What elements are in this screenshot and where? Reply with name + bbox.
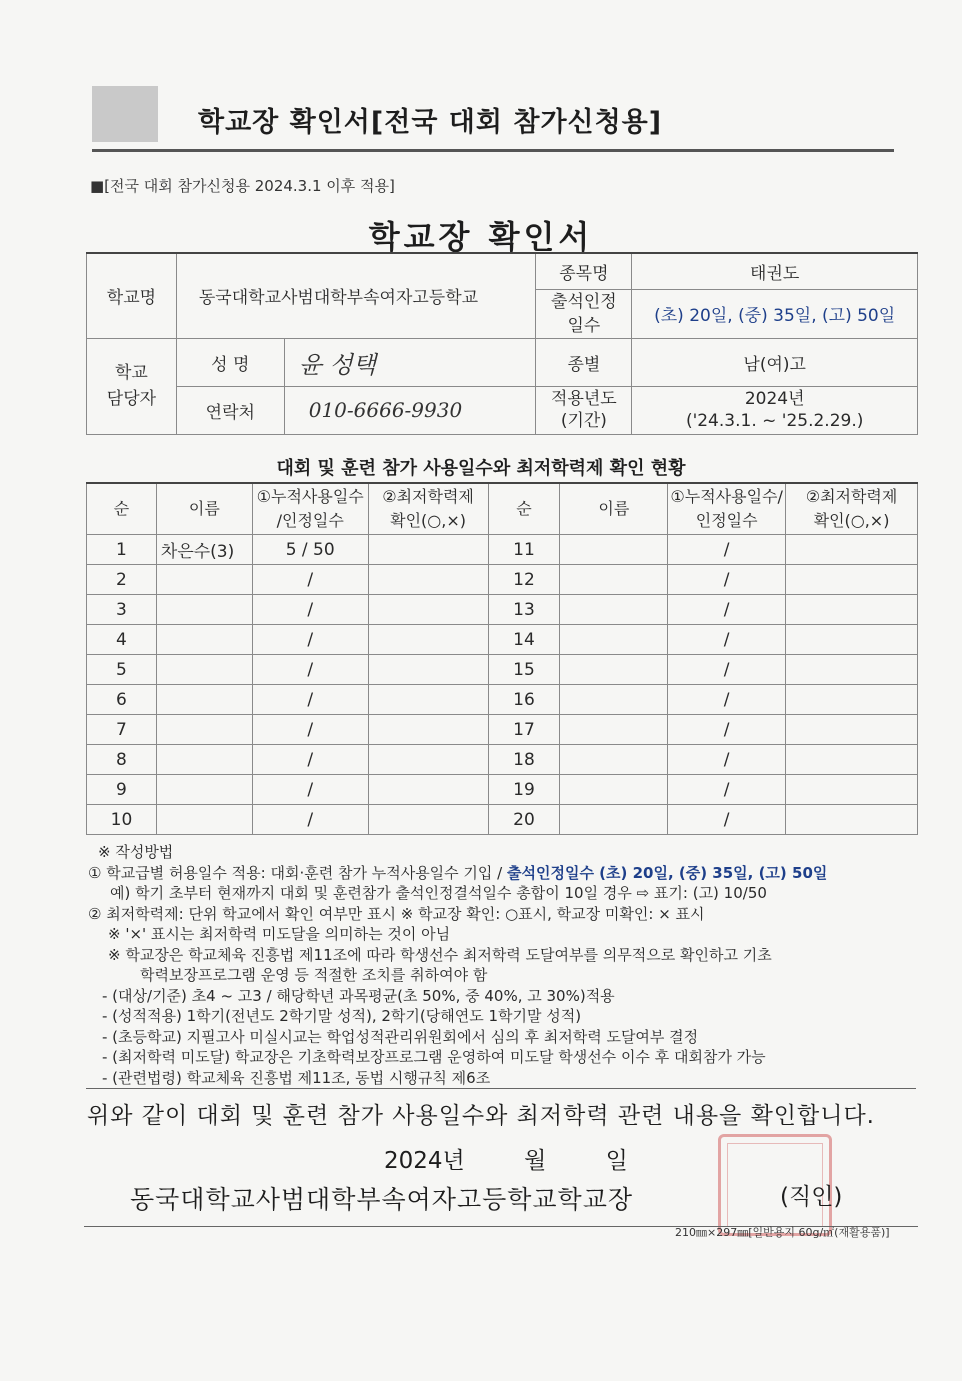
table-header-row	[87, 483, 918, 535]
row-name-right	[560, 655, 668, 685]
header-days-right-line1: ①누적사용일수/	[670, 487, 783, 506]
section-title: 대회 및 훈련 참가 사용일수와 최저학력제 확인 현황	[276, 458, 686, 479]
attendance-label-line2: 일수	[567, 315, 601, 336]
row-name-right	[560, 775, 668, 805]
year-label-line2: (기간)	[560, 411, 607, 431]
date-year: 2024년	[384, 1148, 465, 1174]
row-min-right	[786, 535, 918, 565]
header-days-right-line2: 인정일수	[695, 511, 758, 530]
row-min-right	[786, 655, 918, 685]
row-days-right: /	[668, 625, 786, 655]
attendance-value: (초) 20일, (중) 35일, (고) 50일	[632, 289, 918, 338]
header-min-right-line2: 확인(○,×)	[813, 511, 890, 530]
header-days	[252, 483, 368, 535]
note-1	[88, 863, 928, 884]
detail-3: - (초등학교) 지필고사 미실시교는 학업성적관리위원회에서 심의 후 최저학력 도달여부 결정	[102, 1027, 699, 1046]
header-days-line1: ①누적사용일수	[256, 487, 364, 506]
row-days: /	[252, 805, 368, 835]
row-days: /	[252, 745, 368, 775]
row-min-right	[786, 775, 918, 805]
row-days: /	[252, 775, 368, 805]
row-no-right: 16	[488, 685, 560, 715]
row-days-right: /	[668, 715, 786, 745]
row-name	[156, 595, 252, 625]
info-table	[86, 252, 918, 435]
school-value: 동국대학교사범대학부속여자고등학교	[176, 253, 536, 338]
year-label-line1: 적용년도	[551, 389, 617, 409]
attendance-label	[536, 289, 632, 338]
date-month: 월	[524, 1148, 547, 1174]
row-name-right	[560, 595, 668, 625]
note-1-example: 예) 학기 초부터 현재까지 대회 및 훈련참가 출석인정결석일수 총합이 10일 경우 ⇨ 표기: (고) 10/50	[110, 884, 767, 902]
row-days-right: /	[668, 595, 786, 625]
row-name-right	[560, 565, 668, 595]
participation-table	[86, 482, 918, 835]
table-row	[87, 625, 918, 655]
detail-1: - (대상/기준) 초4 ~ 고3 / 해당학년 과목평균(초 50%, 중 40%, 고 30%)적용	[102, 986, 615, 1005]
row-min-right	[786, 595, 918, 625]
table-row	[87, 805, 918, 835]
table-row	[87, 595, 918, 625]
notes-divider	[86, 1088, 916, 1089]
row-no-right: 19	[488, 775, 560, 805]
row-min	[368, 715, 488, 745]
row-days-right: /	[668, 745, 786, 775]
header-no: 순	[87, 483, 157, 535]
header-min-line2: 확인(○,×)	[390, 511, 466, 530]
row-min	[368, 745, 488, 775]
detail-2: - (성적적용) 1학기(전년도 2학기말 성적), 2학기(당해연도 1학기말 성적)	[102, 1007, 582, 1025]
row-no-right: 14	[488, 625, 560, 655]
header-name: 이름	[156, 483, 252, 535]
row-name	[156, 655, 252, 685]
attendance-label-line1: 출석인정	[551, 291, 617, 312]
table-row	[87, 565, 918, 595]
row-min-right	[786, 745, 918, 775]
row-min-right	[786, 805, 918, 835]
row-name-right	[560, 535, 668, 565]
row-no: 3	[87, 595, 157, 625]
row-name-right	[560, 715, 668, 745]
row-no-right: 17	[488, 715, 560, 745]
row-min	[368, 535, 488, 565]
row-no-right: 20	[488, 805, 560, 835]
row-name-right	[560, 685, 668, 715]
row-no: 7	[87, 715, 157, 745]
row-min	[368, 655, 488, 685]
header-title: 학교장 확인서[전국 대회 참가신청용]	[198, 107, 663, 138]
row-no-right: 11	[488, 535, 560, 565]
row-no: 5	[87, 655, 157, 685]
row-min	[368, 685, 488, 715]
row-min-right	[786, 715, 918, 745]
sport-value: 태권도	[632, 253, 918, 289]
table-row	[87, 745, 918, 775]
year-label	[536, 386, 632, 434]
header-no-right: 순	[488, 483, 560, 535]
row-min	[368, 625, 488, 655]
header-name-right: 이름	[560, 483, 668, 535]
row-name	[156, 625, 252, 655]
row-days-right: /	[668, 685, 786, 715]
date-line	[384, 1142, 628, 1175]
note-2-b: ※ 학교장은 학교체육 진흥법 제11조에 따라 학생선수 최저학력 도달여부를 의무적으로 확인하고 기초	[108, 945, 772, 964]
date-day: 일	[605, 1148, 628, 1174]
header-min	[368, 483, 488, 535]
row-no-right: 13	[488, 595, 560, 625]
manager-label-line2: 담당자	[106, 389, 157, 409]
row-no: 9	[87, 775, 157, 805]
row-no: 6	[87, 685, 157, 715]
row-no: 8	[87, 745, 157, 775]
row-days: 5 / 50	[252, 535, 368, 565]
header-min-line1: ②최저학력제	[382, 487, 474, 506]
row-name-right	[560, 625, 668, 655]
row-no-right: 12	[488, 565, 560, 595]
row-days: /	[252, 655, 368, 685]
row-name	[156, 565, 252, 595]
row-days: /	[252, 595, 368, 625]
year-value-line2: ('24.3.1. ~ '25.2.29.)	[685, 411, 864, 431]
detail-5: - (관련법령) 학교체육 진흥법 제11조, 동법 시행규칙 제6조	[102, 1068, 491, 1087]
table-row	[87, 535, 918, 565]
row-no-right: 15	[488, 655, 560, 685]
row-min-right	[786, 565, 918, 595]
row-no-right: 18	[488, 745, 560, 775]
row-name-right	[560, 745, 668, 775]
table-row	[87, 685, 918, 715]
note-1-highlight: 출석인정일수 (초) 20일, (중) 35일, (고) 50일	[507, 863, 828, 882]
row-min-right	[786, 625, 918, 655]
note-2-a: ※ '×' 표시는 최저학력 미도달을 의미하는 것이 아님	[108, 925, 451, 943]
principal-name: 동국대학교사범대학부속여자고등학교학교장	[130, 1185, 634, 1214]
table-row	[87, 655, 918, 685]
row-days-right: /	[668, 565, 786, 595]
row-min	[368, 595, 488, 625]
row-no: 2	[87, 565, 157, 595]
row-days-right: /	[668, 535, 786, 565]
type-value: 남(여)고	[632, 338, 918, 386]
sport-label: 종목명	[536, 253, 632, 289]
school-label: 학교명	[87, 253, 177, 338]
row-days: /	[252, 685, 368, 715]
row-name: 차은수(3)	[156, 535, 252, 565]
year-value	[632, 386, 918, 434]
contact-value: 010-6666-9930	[284, 386, 536, 434]
row-name	[156, 685, 252, 715]
row-no: 4	[87, 625, 157, 655]
header-min-right	[786, 483, 918, 535]
row-days: /	[252, 565, 368, 595]
note-1-text: ① 학교급별 허용일수 적용: 대회·훈련 참가 누적사용일수 기입 /	[88, 863, 507, 882]
table-row	[87, 775, 918, 805]
row-days: /	[252, 715, 368, 745]
row-name-right	[560, 805, 668, 835]
row-min-right	[786, 685, 918, 715]
row-no: 1	[87, 535, 157, 565]
row-name	[156, 715, 252, 745]
doc-title: 학교장 확인서	[368, 218, 594, 256]
note-2-c: 학력보장프로그램 운영 등 적절한 조치를 취하여야 함	[140, 966, 488, 984]
table-row	[87, 715, 918, 745]
row-days-right: /	[668, 775, 786, 805]
detail-4: - (최저학력 미도달) 학교장은 기초학력보장프로그램 운영하여 미도달 학생선수 이수 후 대회참가 가능	[102, 1048, 766, 1066]
sub-note: ■[전국 대회 참가신청용 2024.3.1 이후 적용]	[90, 177, 395, 195]
row-min	[368, 775, 488, 805]
row-min	[368, 805, 488, 835]
seal-label: (직인)	[780, 1184, 843, 1210]
confirm-text: 위와 같이 대회 및 훈련 참가 사용일수와 최저학력 관련 내용을 확인합니다.	[87, 1103, 875, 1129]
header-days-right	[668, 483, 786, 535]
row-name	[156, 805, 252, 835]
paper-spec: 210㎜×297㎜[일반용지 60g/㎡(재활용품)]	[675, 1226, 890, 1239]
contact-label: 연락처	[176, 386, 284, 434]
manager-label	[87, 338, 177, 434]
header-days-line2: /인정일수	[276, 511, 344, 530]
row-no: 10	[87, 805, 157, 835]
note-2: ② 최저학력제: 단위 학교에서 확인 여부만 표시 ※ 학교장 확인: ○표시, 학교장 미확인: × 표시	[88, 904, 705, 923]
row-days-right: /	[668, 655, 786, 685]
row-days: /	[252, 625, 368, 655]
type-label: 종별	[536, 338, 632, 386]
header-bar	[92, 86, 894, 152]
row-min	[368, 565, 488, 595]
header-gray-block	[92, 86, 158, 142]
header-min-right-line1: ②최저학력제	[805, 487, 898, 506]
row-days-right: /	[668, 805, 786, 835]
year-value-line1: 2024년	[744, 389, 805, 409]
row-name	[156, 775, 252, 805]
name-value: 윤 성택	[284, 338, 536, 386]
row-name	[156, 745, 252, 775]
manager-label-line1: 학교	[115, 363, 148, 383]
notes-heading: ※ 작성방법	[98, 843, 174, 861]
header-divider	[92, 149, 894, 152]
name-label: 성 명	[176, 338, 284, 386]
instructions	[88, 842, 928, 1088]
